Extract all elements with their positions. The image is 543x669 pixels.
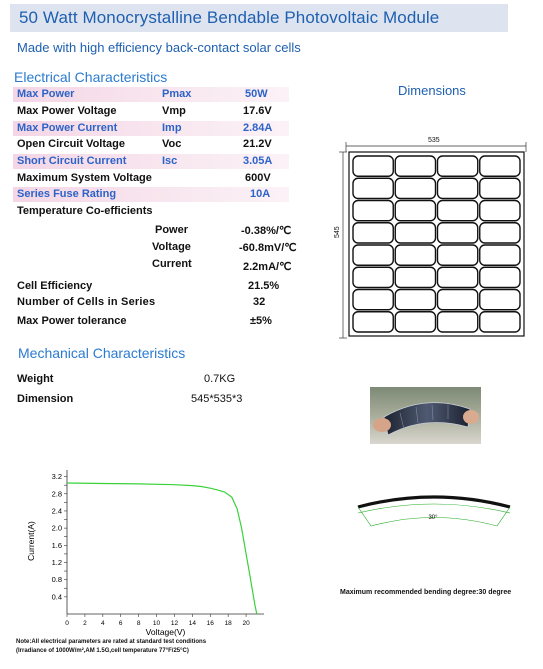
x-tick-label: 16: [206, 620, 214, 627]
footnote: [16, 638, 206, 656]
dimension-height-label: 545: [334, 226, 341, 238]
x-tick-label: 0: [65, 620, 69, 627]
bent-panel-photo: [370, 387, 481, 444]
row-label-isc: Short Circuit Current: [17, 155, 127, 167]
dimensions-heading: Dimensions: [398, 83, 466, 98]
bending-angle-label: 30°: [428, 515, 438, 521]
row-label-fuse: Series Fuse Rating: [17, 188, 117, 200]
row-label-imp: Max Power Current: [17, 122, 118, 134]
x-tick-label: 2: [83, 620, 87, 627]
row-symbol-imp: Imp: [162, 122, 182, 134]
iv-curve-line: [67, 483, 257, 614]
row-label-vmp: Max Power Voltage: [17, 105, 117, 117]
row-label-voc: Open Circuit Voltage: [17, 138, 125, 150]
dimension-label: Dimension: [17, 393, 74, 405]
weight-label: Weight: [17, 373, 54, 385]
x-tick-label: 10: [152, 620, 161, 627]
chart-y-axis-label: Current(A): [26, 521, 36, 561]
row-symbol-isc: Isc: [162, 155, 178, 167]
y-tick-label: 2.0: [51, 523, 62, 533]
y-tick-label: 3.2: [51, 472, 62, 482]
row-symbol-pmax: Pmax: [162, 88, 192, 100]
footnote-line-2: (Irradiance of 1000W/m²,AM 1.5G,cell temperature 77°F/25°C): [16, 648, 189, 654]
power-tolerance-value: ±5%: [250, 315, 272, 327]
row-symbol-vmp: Vmp: [162, 105, 186, 117]
y-tick-label: 0.8: [51, 575, 62, 585]
iv-curve-chart: [22, 462, 270, 637]
temp-label-power: Power: [155, 224, 189, 236]
bending-caption: Maximum recommended bending degree:30 degree: [340, 589, 512, 596]
x-tick-label: 8: [136, 620, 141, 627]
footnote-line-1: Note:All electrical parameters are rated at standard test conditions: [16, 639, 207, 645]
mechanical-heading: Mechanical Characteristics: [18, 345, 186, 361]
power-tolerance-label: Max Power tolerance: [17, 315, 127, 327]
cells-in-series-label: Number of Cells in Series: [17, 296, 156, 308]
temp-value-voltage: -60.8mV/℃: [239, 242, 297, 254]
cell-efficiency-value: 21.5%: [248, 280, 280, 292]
chart-x-axis-label: Voltage(V): [145, 627, 186, 637]
x-tick-label: 4: [101, 620, 105, 627]
temp-label-current: Current: [152, 258, 192, 270]
row-value-imp: 2.84A: [243, 122, 273, 134]
y-tick-label: 2.8: [51, 489, 62, 499]
page-subtitle: Made with high efficiency back-contact solar cells: [17, 40, 301, 55]
bending-diagram: [352, 493, 517, 533]
page-title: 50 Watt Monocrystalline Bendable Photovoltaic Module: [19, 8, 440, 27]
temp-value-current: 2.2mA/℃: [243, 261, 292, 273]
temp-coefficients-heading: Temperature Co-efficients: [17, 205, 153, 217]
temp-label-voltage: Voltage: [152, 241, 191, 253]
x-tick-label: 20: [242, 620, 250, 627]
x-tick-label: 12: [170, 620, 179, 627]
row-value-system-voltage: 600V: [245, 172, 271, 184]
y-tick-label: 0.4: [51, 592, 62, 602]
electrical-heading: Electrical Characteristics: [14, 69, 168, 85]
dimension-value: 545*535*3: [191, 393, 243, 405]
dimension-width-label: 535: [428, 137, 440, 144]
row-value-fuse: 10A: [250, 188, 271, 200]
row-label-system-voltage: Maximum System Voltage: [17, 172, 152, 184]
cell-efficiency-label: Cell Efficiency: [17, 280, 93, 292]
y-tick-label: 1.2: [51, 557, 62, 567]
row-value-max-power: 50W: [245, 88, 268, 100]
row-symbol-voc: Voc: [162, 138, 182, 150]
x-tick-label: 6: [118, 620, 123, 627]
x-tick-label: 14: [188, 620, 196, 627]
row-label-max-power: Max Power: [17, 88, 75, 100]
module-dimension-drawing: [333, 136, 533, 346]
cells-in-series-value: 32: [253, 296, 266, 308]
weight-value: 0.7KG: [204, 373, 236, 385]
y-tick-label: 1.6: [51, 540, 62, 550]
y-tick-label: 2.4: [51, 506, 62, 516]
x-tick-label: 18: [224, 620, 232, 627]
temp-value-power: -0.38%/℃: [241, 225, 292, 237]
row-value-voc: 21.2V: [243, 138, 272, 150]
row-value-isc: 3.05A: [243, 155, 273, 167]
row-value-vmp: 17.6V: [243, 105, 272, 117]
